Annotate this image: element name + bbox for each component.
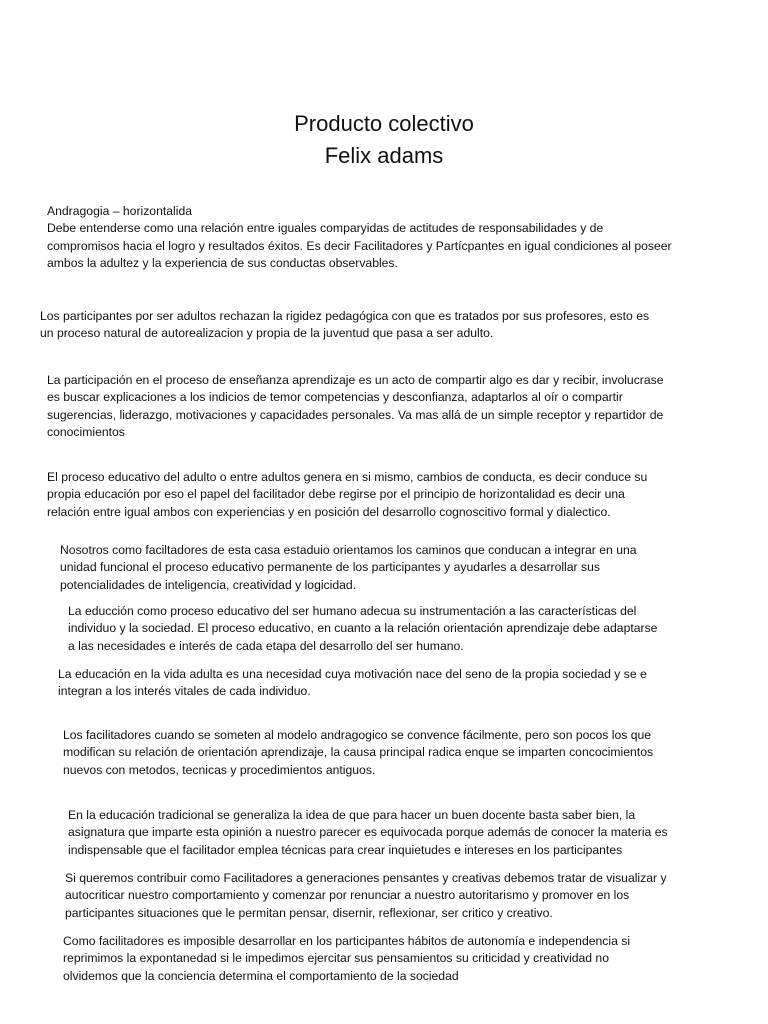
paragraph-line: participantes situaciones que le permitan pensar, disernir, reflexionar, ser critico y creativo.: [65, 905, 553, 920]
paragraph-contribuir: [65, 870, 667, 922]
paragraph-line: unidad funcional el proceso educativo permanente de los participantes y ayudarles a desarrollar sus: [60, 560, 600, 575]
paragraph-proceso-educativo: [47, 469, 647, 521]
paragraph-line: reprimimos la expontanedad si le impedimos ejercitar sus pensamientos su criticidad y creatividad no: [63, 951, 609, 966]
paragraph-line: propia educación por eso el papel del facilitador debe regirse por el principio de horizontalidad es decir una: [47, 487, 625, 502]
paragraph-line: indispensable que el facilitador emplea técnicas para crear inquietudes e intereses en los participantes: [68, 842, 623, 857]
paragraph-line: Como facilitadores es imposible desarrollar en los participantes hábitos de autonomía e independencia si: [63, 934, 631, 948]
paragraph-line: relación entre igual ambos con experiencias y en posición del desarrollo cognoscitivo formal y dialectico.: [47, 504, 611, 519]
paragraph-participantes: [40, 308, 649, 343]
paragraph-nosotros: [60, 542, 637, 594]
paragraph-line: a las necesidades e interés de cada etapa del desarrollo del ser humano.: [68, 638, 464, 653]
paragraph-line: asignatura que imparte esta opinión a nuestro parecer es equivocada porque además de conocer la materia es: [68, 825, 668, 840]
paragraph-participacion: [47, 372, 664, 442]
paragraph-line: integran a los interés vitales de cada individuo.: [58, 684, 311, 699]
paragraph-line: un proceso natural de autorealizacion y propia de la juventud que pasa a ser adulto.: [40, 326, 494, 341]
paragraph-line: autocriticar nuestro comportamiento y comenzar por renunciar a nuestro autoritarismo y promover en los: [65, 888, 630, 903]
paragraph-autonomia: [63, 933, 630, 985]
paragraph-line: modifican su relación de orientación aprendizaje, la causa principal radica enque se imparten concocimientos: [63, 745, 654, 760]
document-title: Producto colectivo: [294, 111, 474, 136]
paragraph-line: Nosotros como faciltadores de esta casa estaduio orientamos los caminos que conducan a integrar en una: [60, 543, 637, 557]
paragraph-line: compromisos hacia el logro y resultados éxitos. Es decir Facilitadores y Partícpantes en igual condiciones al poseer: [47, 238, 672, 253]
paragraph-line: potencialidades de inteligencia, creatividad y logicidad.: [60, 577, 357, 592]
paragraph-line: Los facilitadores cuando se someten al modelo andragogico se convence fácilmente, pero son pocos los que: [63, 728, 652, 742]
paragraph-line: La educación en la vida adulta es una necesidad cuya motivación nace del seno de la propia sociedad y se e: [58, 667, 647, 681]
paragraph-educacion-tradicional: [68, 807, 668, 859]
paragraph-line: Debe entenderse como una relación entre iguales comparyidas de actitudes de responsabilidades y de: [47, 221, 604, 236]
paragraph-line: El proceso educativo del adulto o entre adultos genera en si mismo, cambios de conducta, es decir conduce su: [47, 470, 648, 484]
paragraph-line: La participación en el proceso de enseñanza aprendizaje es un acto de compartir algo es dar y recibir, involucrase: [47, 373, 664, 387]
paragraph-line: conocimientos: [47, 425, 125, 440]
paragraph-line: olvidemos que la conciencia determina el comportamiento de la sociedad: [63, 968, 459, 983]
paragraph-line: ambos la adultez y la experiencia de sus conductas observables.: [47, 256, 398, 271]
paragraph-andragogia: [47, 203, 672, 273]
paragraph-line: La educción como proceso educativo del ser humano adecua su instrumentación a las características del: [68, 604, 637, 618]
paragraph-educcion: [68, 603, 657, 655]
paragraph-line: En la educación tradicional se generaliza la idea de que para hacer un buen docente basta saber bien, la: [68, 808, 636, 822]
paragraph-line: sugerencias, liderazgo, motivaciones y capacidades personales. Va mas allá de un simple receptor y repartidor de: [47, 407, 664, 422]
paragraph-line: Los participantes por ser adultos rechazan la rigidez pedagógica con que es tratados por sus profesores, esto es: [40, 309, 650, 323]
paragraph-line: Andragogia – horizontalida: [47, 204, 193, 218]
document-author: Felix adams: [324, 143, 444, 168]
paragraph-line: Si queremos contribuir como Facilitadores a generaciones pensantes y creativas debemos tratar de visualizar y: [65, 871, 667, 885]
paragraph-vida-adulta: [58, 666, 647, 701]
paragraph-line: nuevos con metodos, tecnicas y procedimientos antiguos.: [63, 762, 376, 777]
paragraph-facilitadores-modelo: [63, 727, 653, 779]
paragraph-line: individuo y la sociedad. El proceso educativo, en cuanto a la relación orientación aprendizaje debe adaptarse: [68, 621, 658, 636]
paragraph-line: es buscar explicaciones a los indicios de temor competencias y desconfianza, adaptarlos al oír o compartir: [47, 390, 623, 405]
